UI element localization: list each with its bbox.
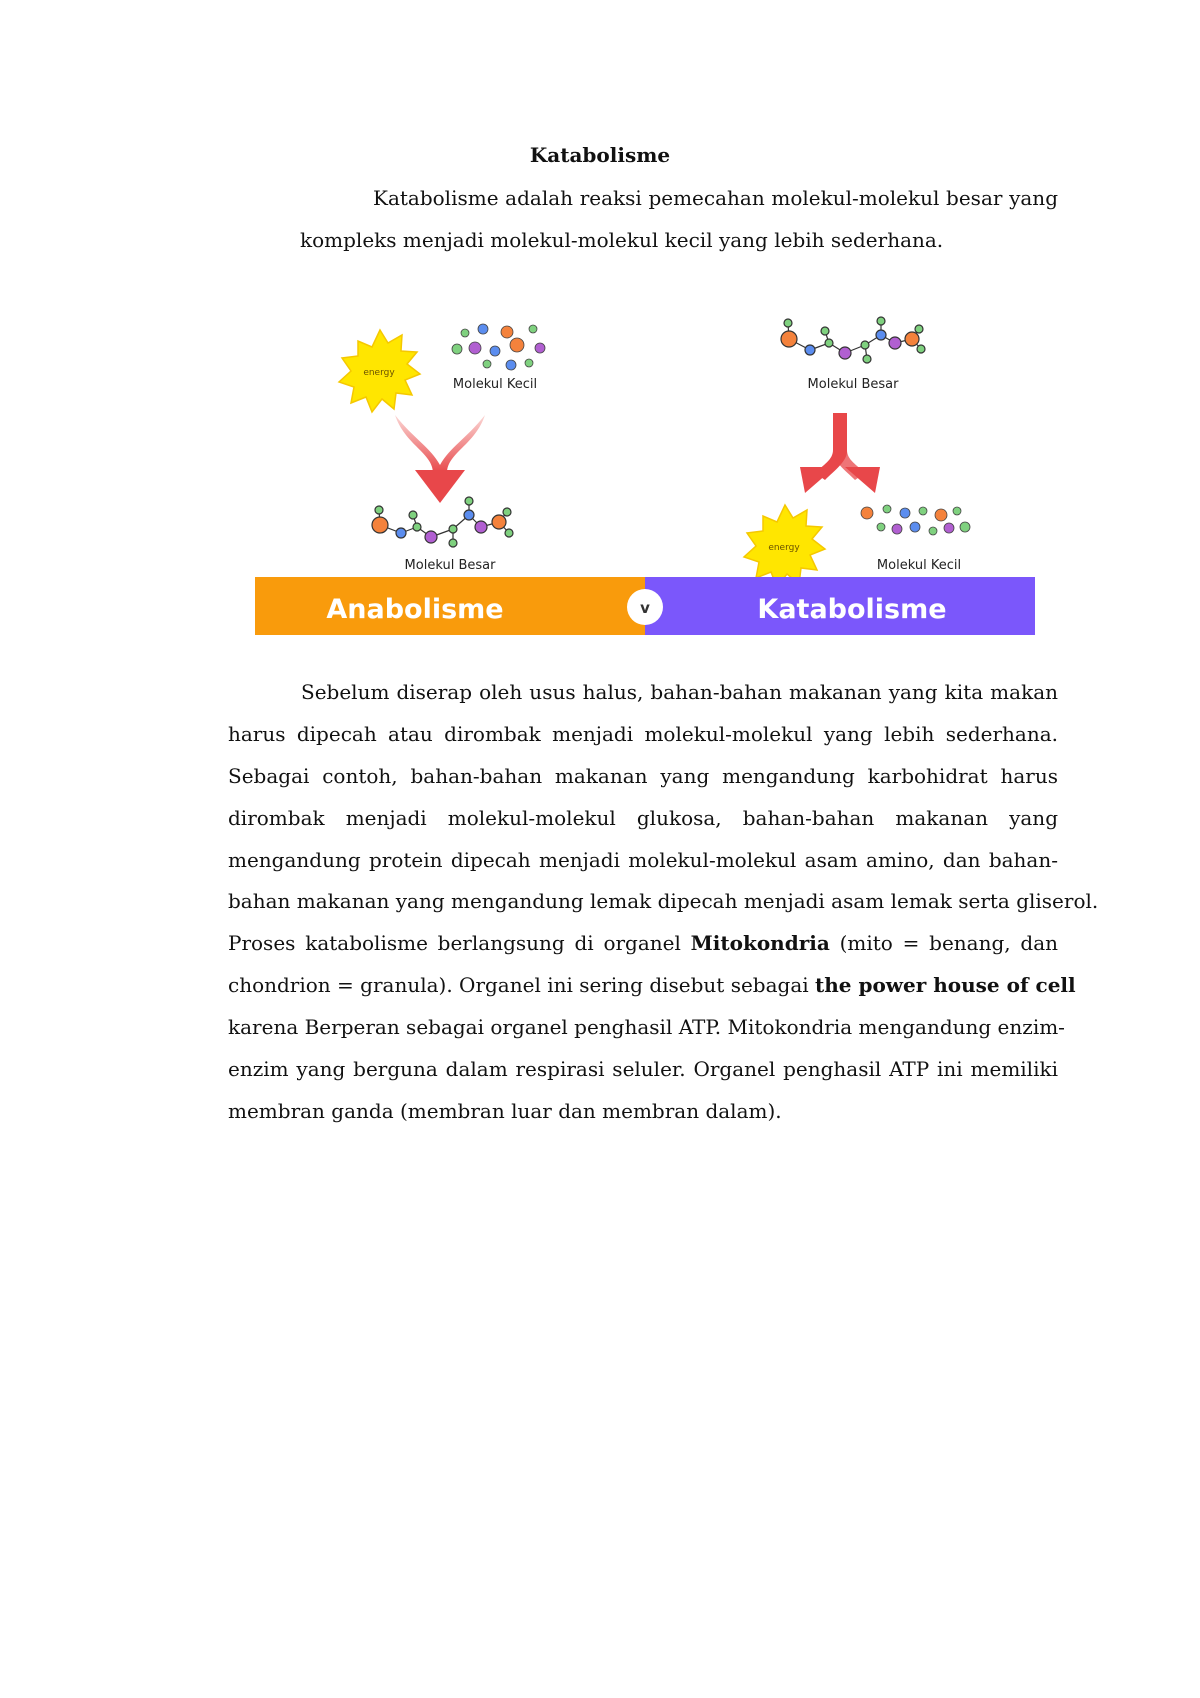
paragraph-line: Sebagai contoh, bahan-bahan makanan yang mengandung karbohidrat harus <box>228 763 1058 788</box>
anabolism-catabolism-figure <box>255 315 1035 635</box>
paragraph-text: Proses katabolisme berlangsung di organel <box>228 931 681 956</box>
right-small-molecules <box>861 505 970 535</box>
right-bottom-label: Molekul Kecil <box>876 558 962 573</box>
body-paragraph <box>228 672 1099 1133</box>
right-sun-icon <box>744 505 825 587</box>
mitokondria-term: Mitokondria <box>690 931 830 956</box>
paragraph-line: dirombak menjadi molekul-molekul glukosa, bahan-bahan makanan yang <box>228 805 1058 830</box>
right-top-label: Molekul Besar <box>807 377 899 392</box>
left-merge-arrow-icon <box>395 415 485 503</box>
right-split-arrow-icon <box>800 413 880 493</box>
right-sun-label: energy <box>768 543 800 553</box>
right-large-molecule <box>781 317 925 363</box>
paragraph-line: harus dipecah atau dirombak menjadi molekul-molekul yang lebih sederhana. <box>228 721 1058 746</box>
intro-line-2: kompleks menjadi molekul-molekul kecil yang lebih sederhana. <box>300 228 944 252</box>
left-bottom-label: Molekul Besar <box>404 558 496 573</box>
left-large-molecule <box>372 497 513 547</box>
left-top-label: Molekul Kecil <box>452 377 538 392</box>
left-small-molecules <box>452 324 545 370</box>
catabolism-banner-label: Katabolisme <box>757 594 947 625</box>
power-house-term: the power house of cell <box>815 973 1076 998</box>
paragraph-line: enzim yang berguna dalam respirasi seluler. Organel penghasil ATP ini memiliki <box>228 1057 1058 1082</box>
paragraph-line <box>228 965 1076 1007</box>
paragraph-line: Sebelum diserap oleh usus halus, bahan-bahan makanan yang kita makan <box>301 680 1058 704</box>
vs-badge-label: v <box>640 599 650 617</box>
paragraph-line <box>228 923 1058 965</box>
page-title: Katabolisme <box>529 143 671 167</box>
paragraph-line: karena Berperan sebagai organel penghasil ATP. Mitokondria mengandung enzim- <box>228 1015 1065 1040</box>
left-sun-label: energy <box>363 368 395 378</box>
left-sun-icon <box>339 330 420 412</box>
paragraph-text: chondrion = granula). Organel ini sering disebut sebagai <box>228 973 809 998</box>
paragraph-line: mengandung protein dipecah menjadi molekul-molekul asam amino, dan bahan- <box>228 847 1058 872</box>
anabolism-banner-label: Anabolisme <box>326 594 504 625</box>
paragraph-line: membran ganda (membran luar dan membran dalam). <box>228 1098 782 1123</box>
intro-line-1: Katabolisme adalah reaksi pemecahan molekul-molekul besar yang <box>373 186 1058 210</box>
paragraph-line: bahan makanan yang mengandung lemak dipecah menjadi asam lemak serta gliserol. <box>228 889 1099 914</box>
paragraph-text: (mito = benang, dan <box>839 931 1059 956</box>
